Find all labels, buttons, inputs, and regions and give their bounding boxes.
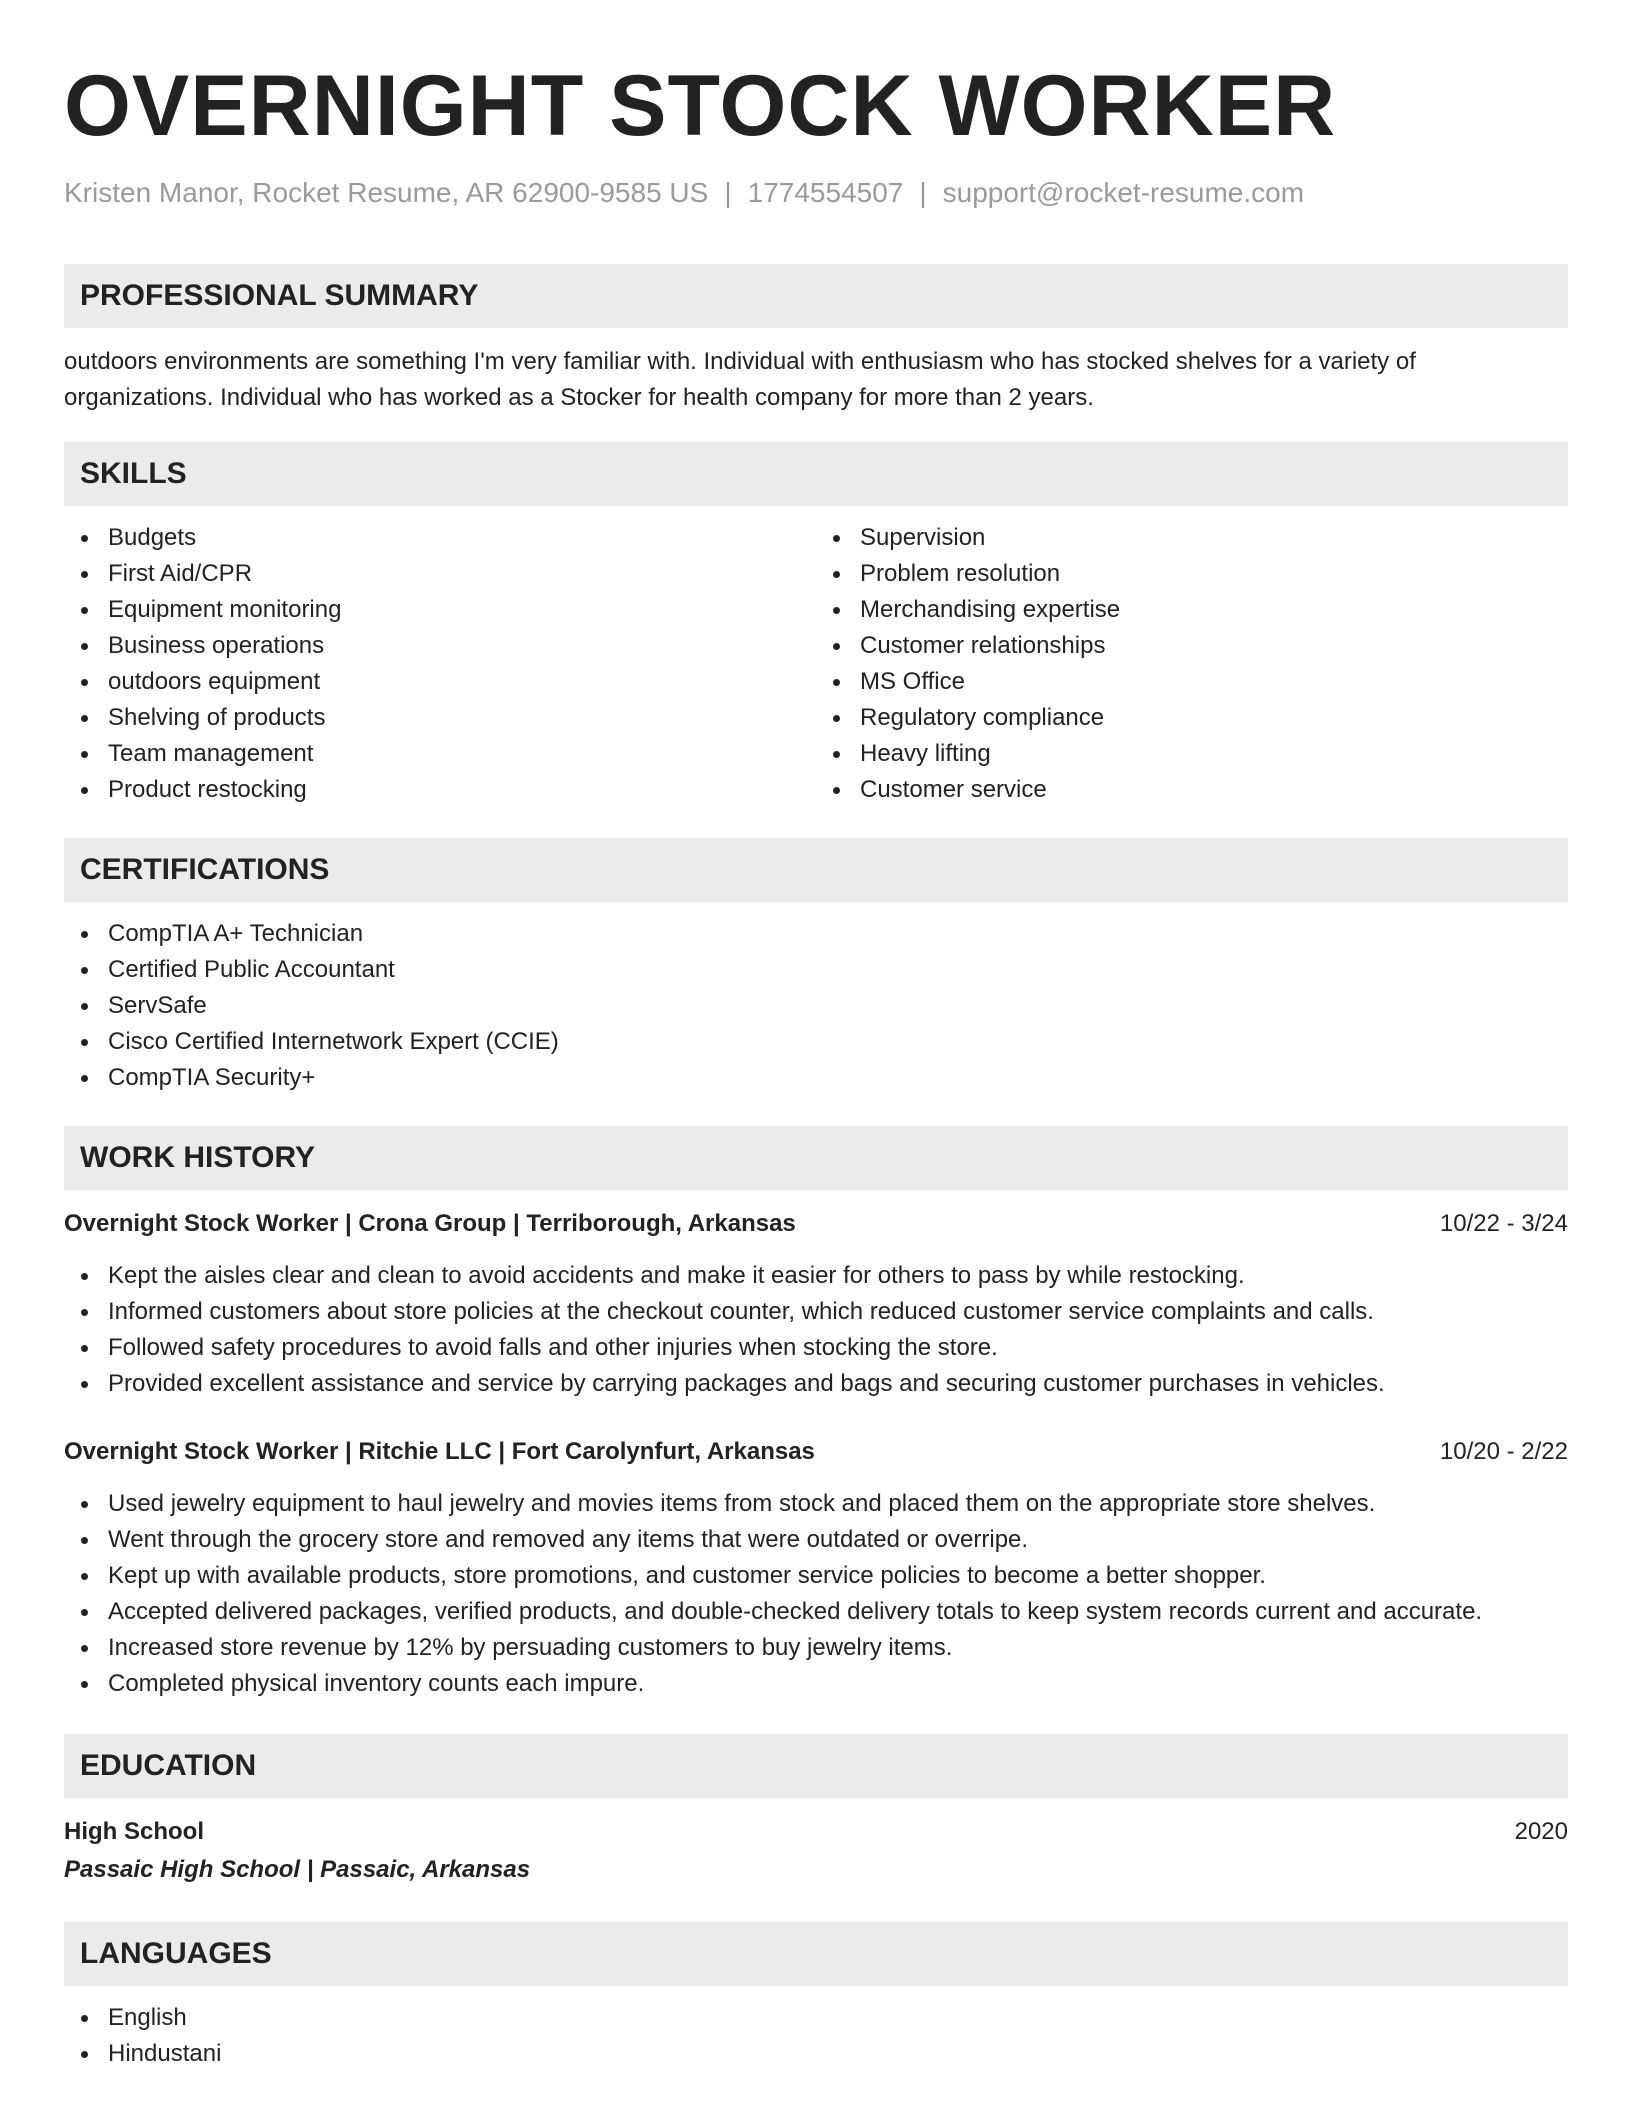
skill-item: Business operations	[64, 628, 816, 664]
section-header-education: EDUCATION	[64, 1734, 1568, 1798]
language-item: Hindustani	[64, 2036, 1568, 2072]
job-bullet: Went through the grocery store and removed any items that were outdated or overripe.	[64, 1522, 1568, 1558]
job-bullets	[64, 1258, 1568, 1402]
job-bullet: Accepted delivered packages, verified products, and double-checked delivery totals to keep system records current and accurate.	[64, 1594, 1568, 1630]
section-header-summary: PROFESSIONAL SUMMARY	[64, 264, 1568, 328]
skills-column-right	[816, 520, 1568, 808]
summary-text: outdoors environments are something I'm very familiar with. Individual with enthusiasm who has stocked shelves for a variety of organizations. Individual who has worked as a Stocker for health company for more than 2 years.	[64, 348, 1416, 411]
skill-item: Supervision	[816, 520, 1568, 556]
contact-line	[64, 176, 1568, 210]
job-title: Overnight Stock Worker | Ritchie LLC | Fort Carolynfurt, Arkansas	[64, 1438, 815, 1465]
job-bullet: Kept the aisles clear and clean to avoid accidents and make it easier for others to pass by while restocking.	[64, 1258, 1568, 1294]
language-item: English	[64, 2000, 1568, 2036]
skill-item: Merchandising expertise	[816, 592, 1568, 628]
job-entry	[64, 1206, 1568, 1402]
section-header-certifications: CERTIFICATIONS	[64, 838, 1568, 902]
skills-column-left	[64, 520, 816, 808]
skills-list	[64, 520, 1568, 808]
job-bullet: Completed physical inventory counts each impure.	[64, 1666, 1568, 1702]
job-bullet: Informed customers about store policies at the checkout counter, which reduced customer service complaints and calls.	[64, 1294, 1568, 1330]
job-bullet: Followed safety procedures to avoid falls and other injuries when stocking the store.	[64, 1330, 1568, 1366]
job-heading-row	[64, 1206, 1568, 1242]
contact-address: Kristen Manor, Rocket Resume, AR 62900-9585 US	[64, 177, 709, 208]
skill-item: Problem resolution	[816, 556, 1568, 592]
certification-item: CompTIA A+ Technician	[64, 916, 1568, 952]
job-bullet: Used jewelry equipment to haul jewelry and movies items from stock and placed them on the appropriate store shelves.	[64, 1486, 1568, 1522]
contact-separator: |	[919, 177, 927, 208]
job-bullets	[64, 1486, 1568, 1702]
certification-item: CompTIA Security+	[64, 1060, 1568, 1096]
skill-item: Shelving of products	[64, 700, 816, 736]
skill-item: Product restocking	[64, 772, 816, 808]
section-header-skills: SKILLS	[64, 442, 1568, 506]
skill-item: Equipment monitoring	[64, 592, 816, 628]
education-school: Passaic High School | Passaic, Arkansas	[64, 1856, 531, 1883]
contact-email: support@rocket-resume.com	[942, 177, 1305, 208]
job-dates: 10/22 - 3/24	[1439, 1210, 1568, 1237]
skill-item: Regulatory compliance	[816, 700, 1568, 736]
skill-item: Customer relationships	[816, 628, 1568, 664]
skill-item: Budgets	[64, 520, 816, 556]
contact-separator: |	[724, 177, 732, 208]
section-header-languages: LANGUAGES	[64, 1922, 1568, 1986]
skill-item: Team management	[64, 736, 816, 772]
job-entry	[64, 1434, 1568, 1702]
job-bullet: Provided excellent assistance and service by carrying packages and bags and securing customer purchases in vehicles.	[64, 1366, 1568, 1402]
job-title: Overnight Stock Worker | Crona Group | Terriborough, Arkansas	[64, 1210, 796, 1237]
skill-item: Customer service	[816, 772, 1568, 808]
job-heading-row	[64, 1434, 1568, 1470]
skill-item: Heavy lifting	[816, 736, 1568, 772]
certifications-list	[64, 916, 1568, 1096]
job-bullet: Increased store revenue by 12% by persuading customers to buy jewelry items.	[64, 1630, 1568, 1666]
certification-item: Certified Public Accountant	[64, 952, 1568, 988]
contact-phone: 1774554507	[747, 177, 904, 208]
skill-item: MS Office	[816, 664, 1568, 700]
education-heading-row	[64, 1814, 1568, 1850]
section-header-work-history: WORK HISTORY	[64, 1126, 1568, 1190]
languages-list	[64, 2000, 1568, 2072]
education-entry	[64, 1814, 1568, 1888]
skill-item: First Aid/CPR	[64, 556, 816, 592]
education-degree: High School	[64, 1818, 204, 1845]
certification-item: ServSafe	[64, 988, 1568, 1024]
candidate-name: OVERNIGHT STOCK WORKER	[64, 58, 1337, 154]
certification-item: Cisco Certified Internetwork Expert (CCIE)	[64, 1024, 1568, 1060]
job-dates: 10/20 - 2/22	[1439, 1438, 1568, 1465]
skill-item: outdoors equipment	[64, 664, 816, 700]
job-bullet: Kept up with available products, store promotions, and customer service policies to become a better shopper.	[64, 1558, 1568, 1594]
education-year: 2020	[1514, 1818, 1568, 1845]
